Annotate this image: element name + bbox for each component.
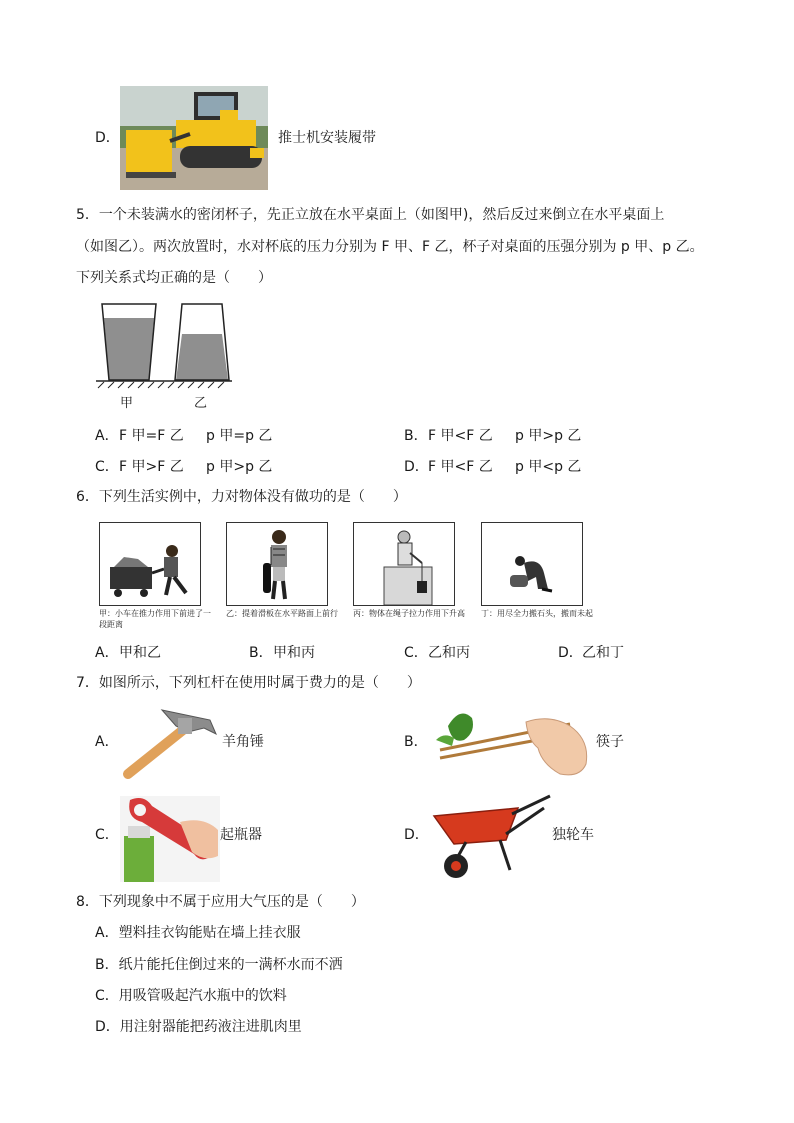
q5-option-c-force: F 甲>F 乙	[119, 459, 184, 475]
q7-stem: 7．如图所示，下列杠杆在使用时属于费力的是（ ）	[76, 675, 421, 691]
q6-option-b-text: 甲和丙	[273, 645, 315, 661]
q6-caption-bing: 丙：物体在绳子拉力作用下升高	[353, 609, 465, 618]
q8-option-d: D．用注射器能把药液注进肌肉里	[95, 1019, 302, 1035]
q5-option-c-pressure: p 甲>p 乙	[206, 459, 273, 475]
q8-option-c: C．用吸管吸起汽水瓶中的饮料	[95, 988, 287, 1004]
q7-option-c-text: 起瓶器	[220, 827, 262, 843]
q8-option-a: A．塑料挂衣钩能贴在墙上挂衣服	[95, 925, 301, 941]
q7-option-d-text: 独轮车	[552, 827, 594, 843]
q5-option-d-letter: D．	[404, 459, 429, 475]
q6-caption-yi: 乙：提着滑板在水平路面上前行	[226, 609, 338, 618]
bottle-opener-image	[120, 796, 220, 882]
q7-option-a-text: 羊角锤	[222, 734, 264, 750]
wheelbarrow-image	[426, 790, 556, 882]
q6-panel-ding	[481, 522, 583, 606]
q5-option-b-force: F 甲<F 乙	[428, 428, 493, 444]
q4-option-d-letter: D．	[95, 130, 120, 146]
q6-option-d-text: 乙和丁	[582, 645, 624, 661]
q7-option-d-letter: D．	[404, 827, 429, 843]
q5-stem-line2: （如图乙）。两次放置时，水对杯底的压力分别为 F 甲、F 乙，杯子对桌面的压强分别为 p 甲、p 乙。	[76, 239, 704, 255]
q6-stem: 6．下列生活实例中，力对物体没有做功的是（ ）	[76, 489, 407, 505]
q6-option-b-letter: B．	[249, 645, 273, 661]
q6-option-a-text: 甲和乙	[119, 645, 161, 661]
q5-option-b-pressure: p 甲>p 乙	[515, 428, 582, 444]
q5-option-d-pressure: p 甲<p 乙	[515, 459, 582, 475]
q6-option-d-letter: D．	[558, 645, 583, 661]
q5-stem-line3: 下列关系式均正确的是（ ）	[76, 270, 272, 286]
q4-option-d-text: 推士机安装履带	[278, 130, 376, 146]
cup-label-yi: 乙	[194, 396, 208, 411]
q5-option-a-letter: A．	[95, 428, 119, 444]
q8-option-b: B．纸片能托住倒过来的一满杯水而不洒	[95, 957, 343, 973]
q5-option-a-force: F 甲=F 乙	[119, 428, 184, 444]
q5-option-a-pressure: p 甲=p 乙	[206, 428, 273, 444]
q5-option-d-force: F 甲<F 乙	[428, 459, 493, 475]
q7-option-a-letter: A．	[95, 734, 119, 750]
q7-option-b-letter: B．	[404, 734, 428, 750]
q5-option-c-letter: C．	[95, 459, 119, 475]
q8-stem: 8．下列现象中不属于应用大气压的是（ ）	[76, 894, 365, 910]
q6-caption-jia: 甲：小车在推力作用下前进了一段距离	[99, 609, 211, 629]
claw-hammer-image	[118, 704, 218, 780]
q7-option-c-letter: C．	[95, 827, 119, 843]
q7-option-b-text: 筷子	[596, 734, 624, 750]
q6-caption-ding: 丁：用尽全力搬石头，搬而未起	[481, 609, 593, 618]
chopsticks-image	[430, 704, 594, 780]
q6-option-c-letter: C．	[404, 645, 428, 661]
q6-panel-jia	[99, 522, 201, 606]
cups-figure	[94, 300, 234, 392]
q5-option-b-letter: B．	[404, 428, 428, 444]
q6-option-c-text: 乙和丙	[428, 645, 470, 661]
q6-panel-yi	[226, 522, 328, 606]
cup-label-jia: 甲	[120, 396, 134, 411]
q6-option-a-letter: A．	[95, 645, 119, 661]
q5-stem-line1: 5．一个未装满水的密闭杯子，先正立放在水平桌面上（如图甲)，然后反过来倒立在水平桌面上	[76, 207, 665, 223]
bulldozer-image	[120, 86, 268, 190]
q6-panel-bing	[353, 522, 455, 606]
